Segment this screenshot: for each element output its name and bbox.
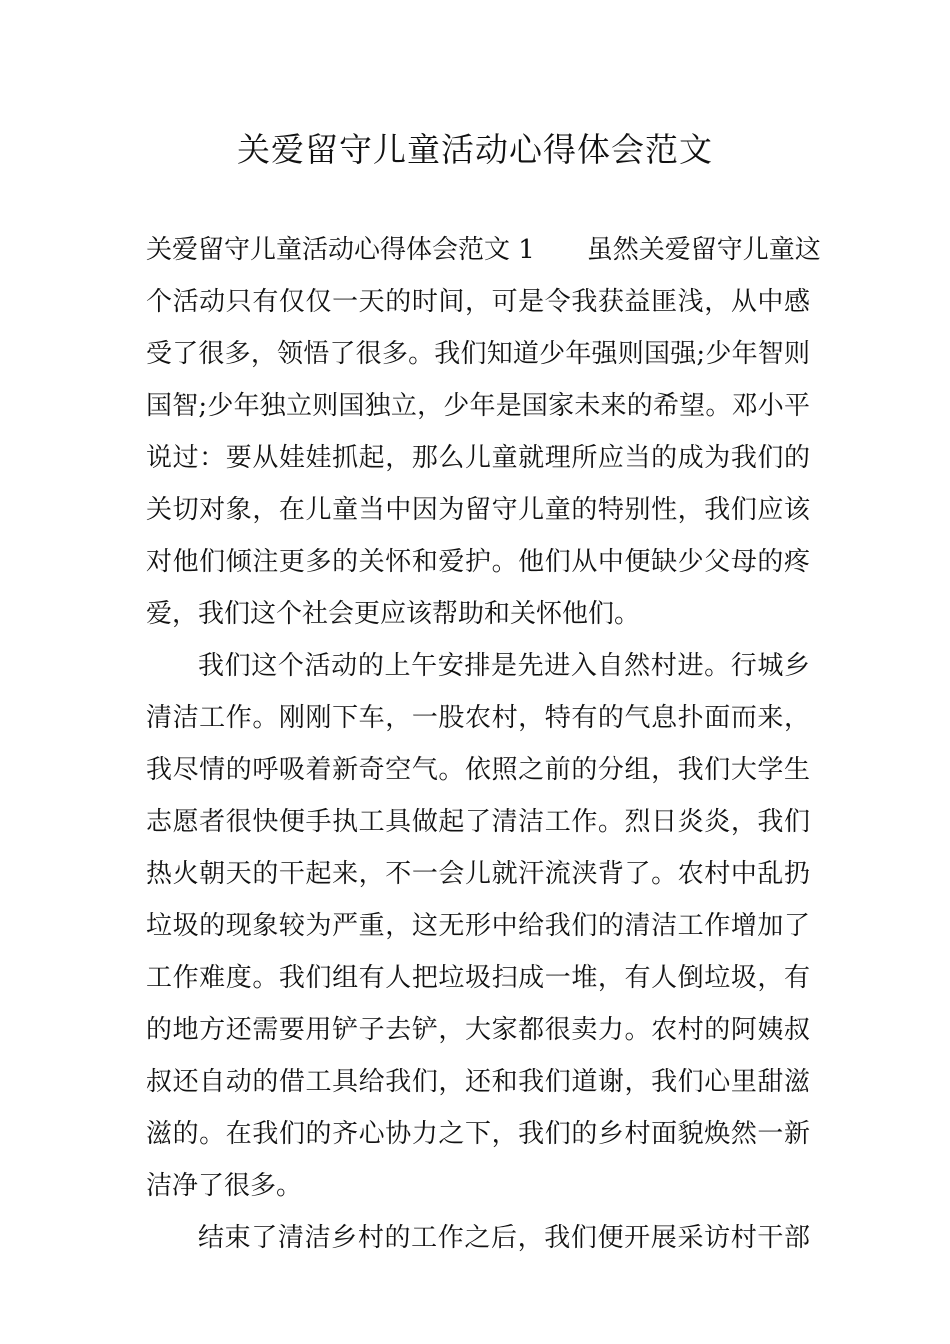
text-line: 关切对象，在儿童当中因为留守儿童的特别性，我们应该	[146, 495, 810, 525]
text-line: 受了很多，领悟了很多。我们知道少年强则国强;少年智则	[146, 339, 810, 369]
text-line: 志愿者很快便手执工具做起了清洁工作。烈日炎炎，我们	[146, 807, 810, 837]
text-line: 爱，我们这个社会更应该帮助和关怀他们。	[146, 599, 641, 629]
paragraph	[146, 224, 821, 640]
text-line: 洁净了很多。	[146, 1171, 303, 1201]
text-line: 叔还自动的借工具给我们，还和我们道谢，我们心里甜滋	[146, 1067, 810, 1097]
text-line: 关爱留守儿童活动心得体会范文 1 虽然关爱留守儿童这	[146, 235, 821, 265]
text-line: 垃圾的现象较为严重，这无形中给我们的清洁工作增加了	[146, 911, 810, 941]
text-line: 国智;少年独立则国独立，少年是国家未来的希望。邓小平	[146, 391, 810, 421]
text-line: 滋的。在我们的齐心协力之下，我们的乡村面貌焕然一新	[146, 1119, 810, 1149]
document-title: 关爱留守儿童活动心得体会范文	[237, 130, 713, 169]
text-line: 工作难度。我们组有人把垃圾扫成一堆，有人倒垃圾，有	[146, 963, 810, 993]
text-line: 说过：要从娃娃抓起，那么儿童就理所应当的成为我们的	[146, 443, 810, 473]
paragraph	[146, 640, 810, 1212]
document-body	[146, 224, 821, 1264]
text-line: 我尽情的呼吸着新奇空气。依照之前的分组，我们大学生	[146, 755, 810, 785]
paragraph	[146, 1212, 810, 1264]
text-line: 结束了清洁乡村的工作之后，我们便开展采访村干部	[198, 1223, 810, 1253]
text-line: 对他们倾注更多的关怀和爱护。他们从中便缺少父母的疼	[146, 547, 810, 577]
text-line: 我们这个活动的上午安排是先进入自然村进。行城乡	[198, 651, 810, 681]
text-line: 热火朝天的干起来，不一会儿就汗流浃背了。农村中乱扔	[146, 859, 810, 889]
text-line: 的地方还需要用铲子去铲，大家都很卖力。农村的阿姨叔	[146, 1015, 810, 1045]
text-line: 清洁工作。刚刚下车，一股农村，特有的气息扑面而来，	[146, 703, 810, 733]
text-line: 个活动只有仅仅一天的时间，可是令我获益匪浅，从中感	[146, 287, 810, 317]
